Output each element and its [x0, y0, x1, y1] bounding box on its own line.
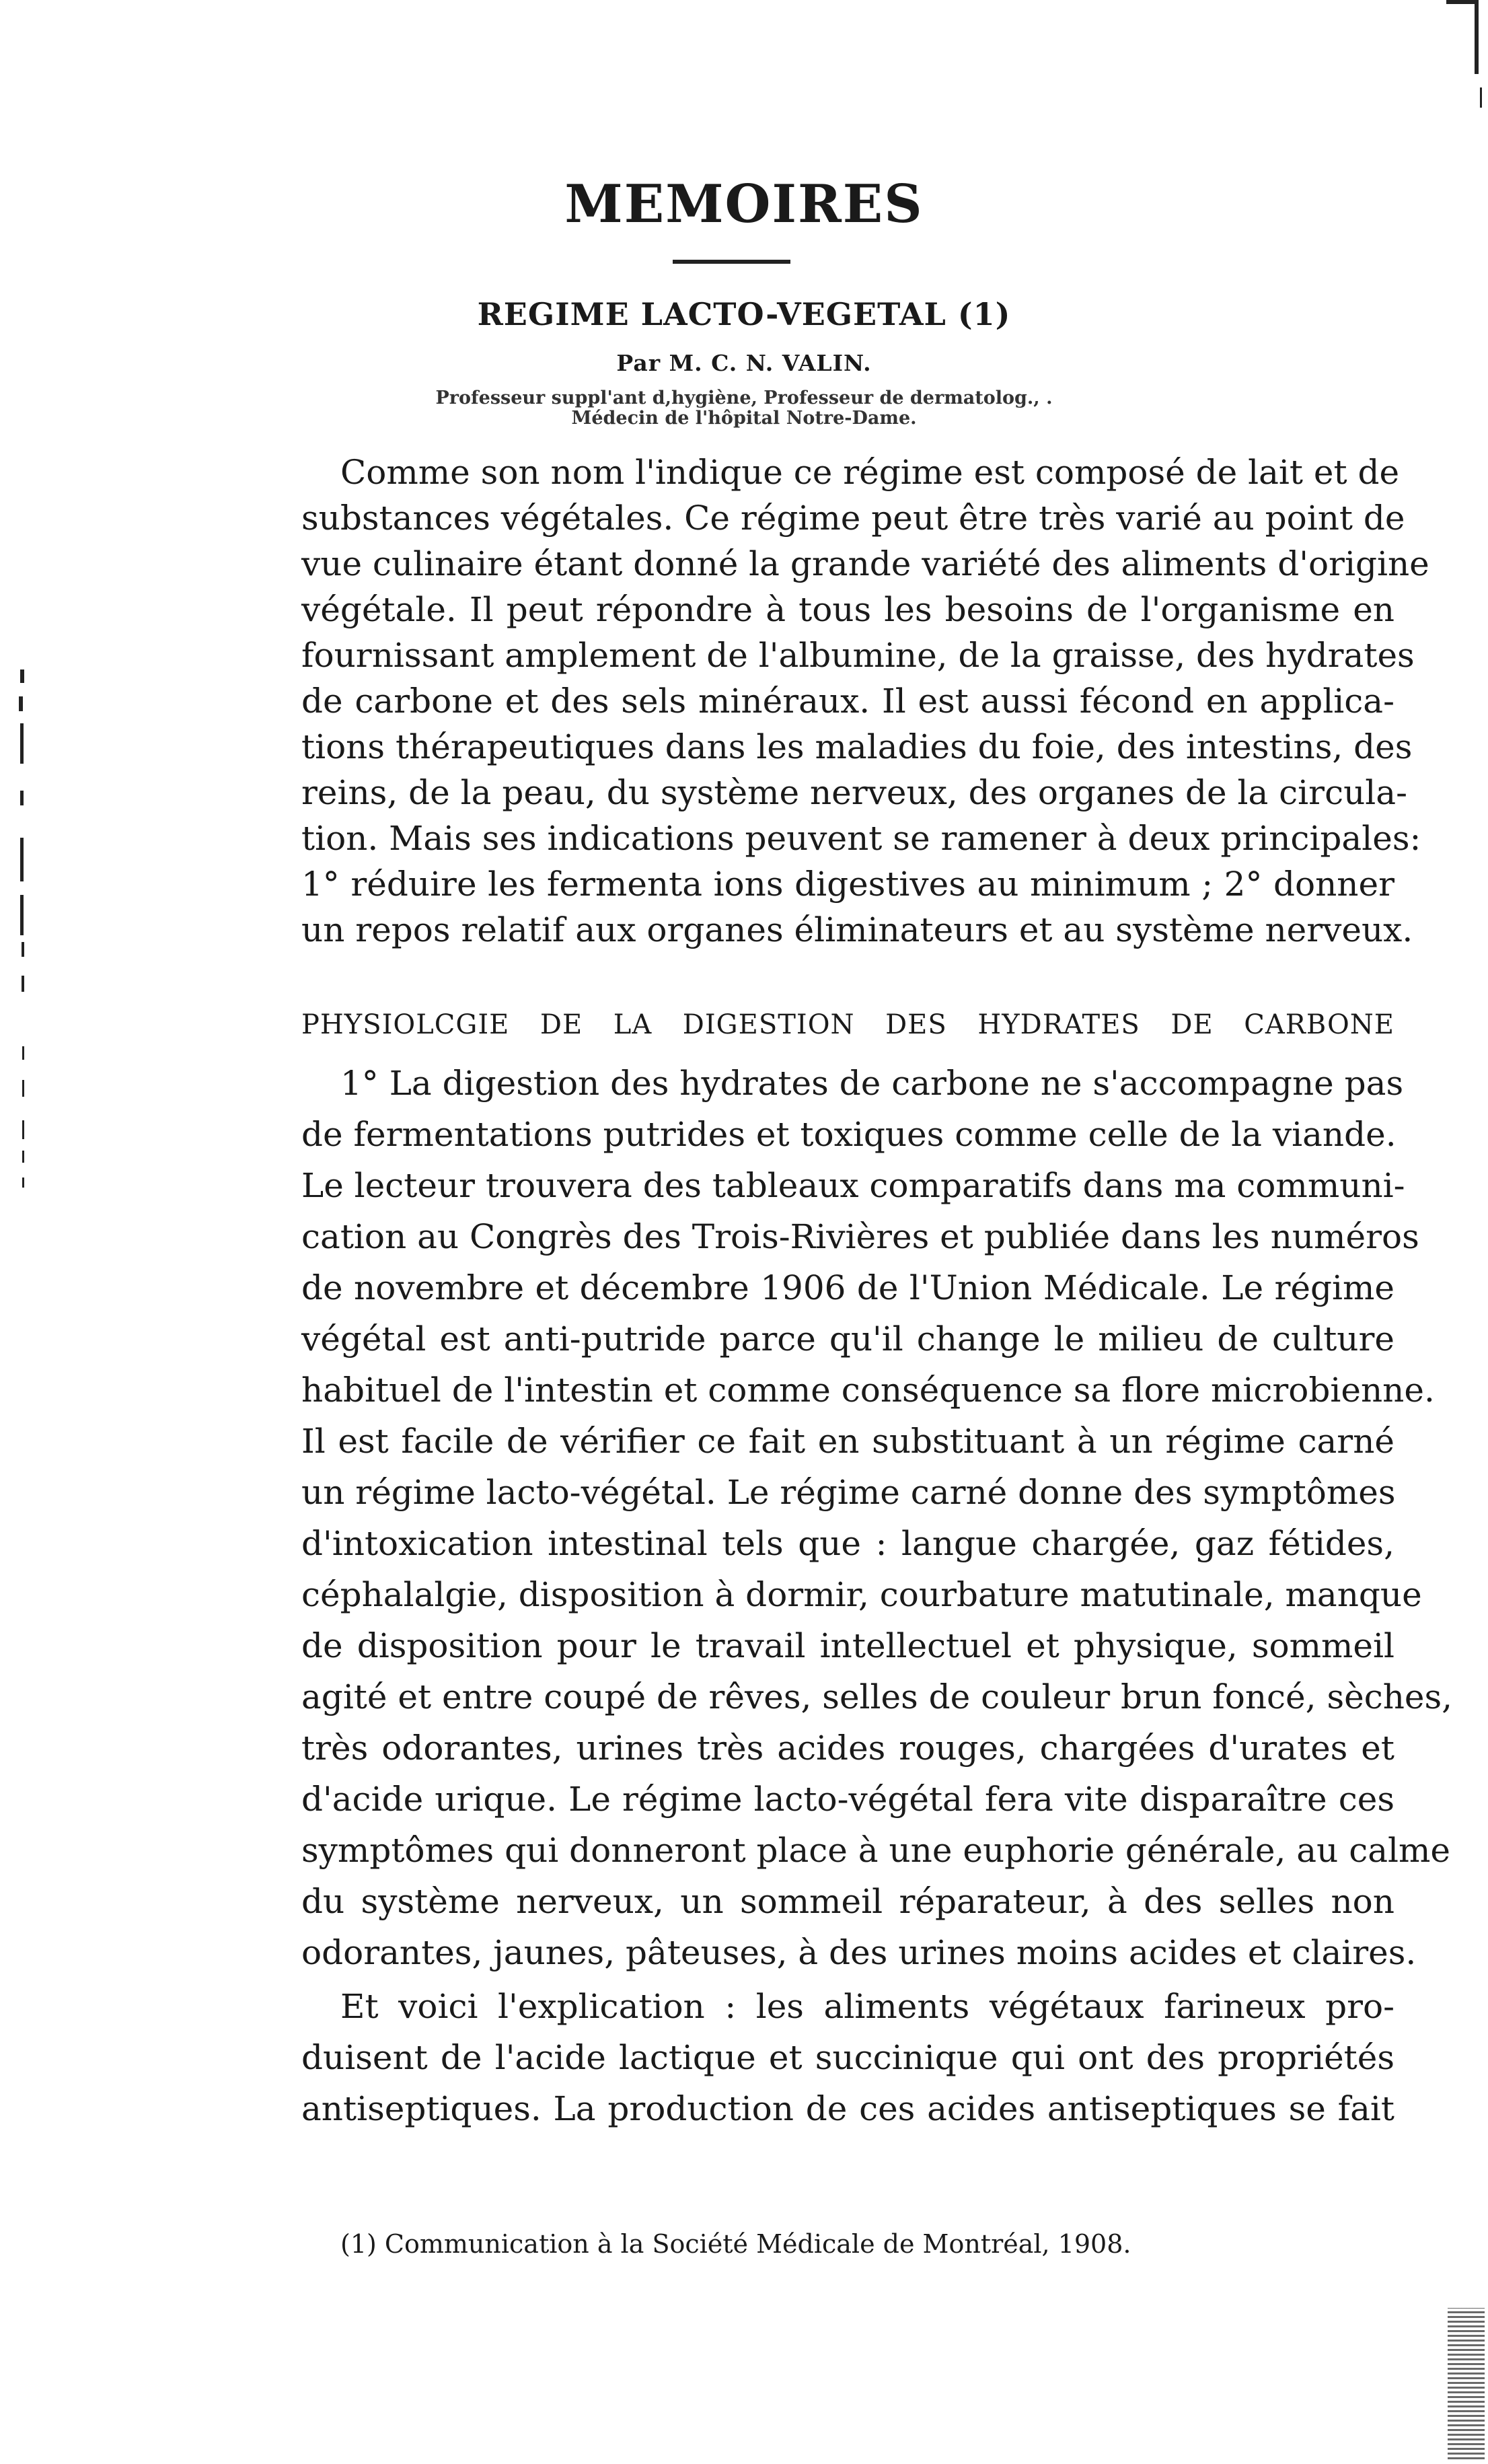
- author-affiliation: Médecin de l'hôpital Notre-Dame.: [571, 408, 917, 429]
- text-line: habituel de l'intestin et comme conséquence sa flore microbienne.: [301, 1371, 1435, 1410]
- footnote: (1) Communication à la Société Médicale de Montréal, 1908.: [340, 2229, 1131, 2259]
- margin-mark: [22, 1177, 24, 1188]
- text-line: de carbone et des sels minéraux. Il est aussi fécond en applica-: [301, 682, 1394, 721]
- text-line: un repos relatif aux organes éliminateurs et au système nerveux.: [301, 910, 1413, 949]
- section-heading: PHYSIOLCGIE DE LA DIGESTION DES HYDRATES DE CARBONE: [301, 1009, 1394, 1040]
- margin-mark: [20, 791, 24, 805]
- margin-mark: [22, 1120, 24, 1139]
- text-line: tion. Mais ses indications peuvent se ramener à deux principales:: [301, 819, 1421, 858]
- text-line: substances végétales. Ce régime peut être très varié au point de: [301, 499, 1405, 538]
- article-title: REGIME LACTO-VEGETAL (1): [477, 296, 1011, 332]
- text-line: odorantes, jaunes, pâteuses, à des urines moins acides et claires.: [301, 1933, 1417, 1972]
- corner-bracket-mark: [1475, 0, 1479, 74]
- text-line: duisent de l'acide lactique et succinique qui ont des propriétés: [301, 2038, 1394, 2077]
- text-line: 1° La digestion des hydrates de carbone ne s'accompagne pas: [340, 1064, 1404, 1103]
- article-author: Par M. C. N. VALIN.: [616, 350, 872, 376]
- text-line: céphalalgie, disposition à dormir, courbature matutinale, manque: [301, 1575, 1422, 1614]
- text-line: de disposition pour le travail intellectuel et physique, sommeil: [301, 1626, 1394, 1665]
- text-line: Comme son nom l'indique ce régime est composé de lait et de: [340, 453, 1400, 492]
- text-line: de novembre et décembre 1906 de l'Union Médicale. Le régime: [301, 1268, 1394, 1307]
- text-line: vue culinaire étant donné la grande variété des aliments d'origine: [301, 544, 1429, 583]
- margin-mark: [22, 1080, 24, 1097]
- text-line: reins, de la peau, du système nerveux, des organes de la circula-: [301, 773, 1407, 812]
- margin-mark: [20, 838, 24, 881]
- text-line: végétale. Il peut répondre à tous les besoins de l'organisme en: [301, 590, 1394, 629]
- text-line: antiseptiques. La production de ces acides antiseptiques se fait: [301, 2089, 1394, 2128]
- text-line: Il est facile de vérifier ce fait en substituant à un régime carné: [301, 1422, 1394, 1461]
- corner-bracket-mark: [1446, 0, 1479, 4]
- text-line: un régime lacto-végétal. Le régime carné donne des symptômes: [301, 1473, 1396, 1512]
- corner-bracket-mark: [1480, 87, 1482, 108]
- margin-mark: [20, 669, 24, 683]
- text-line: cation au Congrès des Trois-Rivières et publiée dans les numéros: [301, 1217, 1419, 1256]
- text-line: d'acide urique. Le régime lacto-végétal fera vite disparaître ces: [301, 1780, 1394, 1819]
- text-line: agité et entre coupé de rêves, selles de couleur brun foncé, sèches,: [301, 1677, 1453, 1716]
- text-line: 1° réduire les fermenta ions digestives au minimum ; 2° donner: [301, 865, 1394, 904]
- text-line: végétal est anti-putride parce qu'il change le milieu de culture: [301, 1319, 1394, 1358]
- text-line: fournissant amplement de l'albumine, de la graisse, des hydrates: [301, 636, 1415, 675]
- margin-mark: [22, 942, 24, 957]
- margin-mark: [22, 1046, 24, 1060]
- text-line: Le lecteur trouvera des tableaux comparatifs dans ma communi-: [301, 1166, 1405, 1205]
- scan-artifact: [1448, 2308, 1485, 2459]
- margin-mark: [22, 1151, 24, 1163]
- title-divider: [673, 260, 790, 264]
- margin-mark: [19, 696, 23, 711]
- text-line: tions thérapeutiques dans les maladies du foie, des intestins, des: [301, 727, 1413, 766]
- page-title: MEMOIRES: [564, 174, 924, 235]
- author-affiliation: Professeur suppl'ant d,hygiène, Professeur de dermatolog., .: [435, 388, 1053, 408]
- text-line: de fermentations putrides et toxiques comme celle de la viande.: [301, 1115, 1397, 1154]
- margin-mark: [22, 976, 24, 992]
- margin-mark: [20, 895, 24, 935]
- text-line: d'intoxication intestinal tels que : langue chargée, gaz fétides,: [301, 1524, 1394, 1563]
- text-line: symptômes qui donneront place à une euphorie générale, au calme: [301, 1831, 1451, 1870]
- margin-mark: [20, 723, 24, 764]
- text-line: Et voici l'explication : les aliments végétaux farineux pro-: [340, 1987, 1394, 2026]
- text-line: du système nerveux, un sommeil réparateur, à des selles non: [301, 1882, 1394, 1921]
- text-line: très odorantes, urines très acides rouges, chargées d'urates et: [301, 1729, 1394, 1768]
